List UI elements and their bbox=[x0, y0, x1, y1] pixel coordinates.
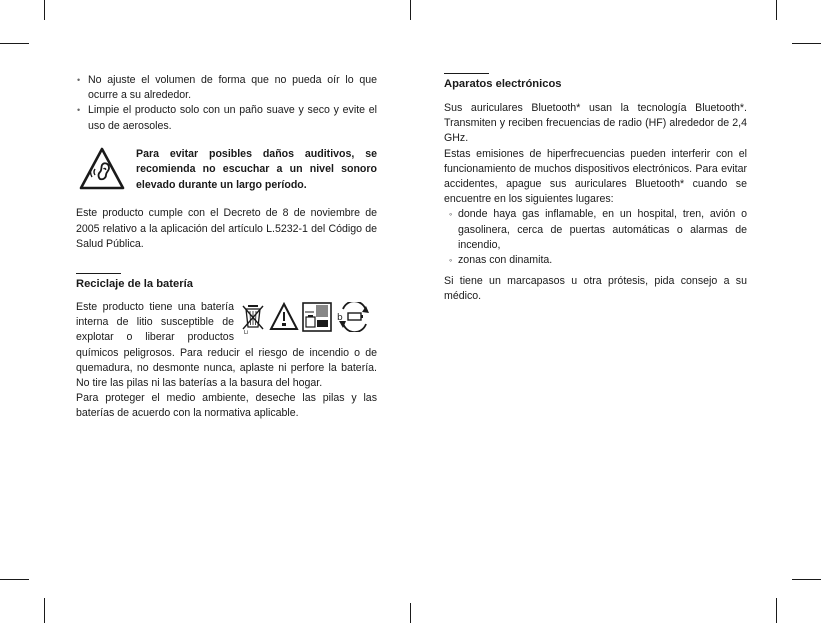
safety-bullets bbox=[76, 73, 377, 134]
crop-mark bbox=[0, 579, 29, 580]
decree-text: Este producto cumple con el Decreto de 8 de noviembre de 2005 relativo a la aplicación del artículo L.5232-1 del Código de Salud Pública. bbox=[76, 207, 377, 250]
bullet-item: • No ajuste el volumen de forma que no pueda oír lo que ocurre a su alrededor. bbox=[76, 73, 377, 103]
crop-mark bbox=[792, 579, 821, 580]
battery-paragraph-1: Este producto tiene una batería interna de litio susceptible de explotar o liberar productos químicos peligrosos. Para reducir el riesgo de incendio o de quemadura, no desmonte nunca, aplaste ni perfore la batería. No tire las pilas ni las baterías a la basura del hogar. bbox=[76, 300, 377, 389]
list-item: ◦ zonas con dinamita. bbox=[444, 253, 747, 268]
crop-mark bbox=[44, 598, 45, 623]
right-column bbox=[444, 73, 747, 305]
electronics-paragraph-2: Estas emisiones de hiperfrecuencias pueden interferir con el funcionamiento de muchos dispositivos electrónicos. Para evitar accidentes, apague sus auriculares Bluetooth* cuando se encuentre en los siguientes lugares: bbox=[444, 147, 747, 206]
crop-mark bbox=[0, 43, 29, 44]
crop-mark bbox=[44, 0, 45, 20]
crossed-bin-icon bbox=[240, 302, 266, 334]
hearing-warning bbox=[76, 147, 377, 194]
battery-paragraph-2: Para proteger el medio ambiente, deseche las pilas y las baterías de acuerdo con la normativa aplicable. bbox=[76, 392, 377, 420]
electronics-paragraph-1: Sus auriculares Bluetooth* usan la tecnología Bluetooth*. Transmiten y reciben frecuencias de radio (HF) alrededor de 2,4 GHz. bbox=[444, 102, 747, 145]
battery-recycle-icon bbox=[335, 302, 373, 332]
svg-text:Li: Li bbox=[244, 329, 249, 334]
hazard-warning-icon bbox=[269, 302, 299, 332]
crop-mark bbox=[410, 0, 411, 20]
electronics-heading: Aparatos electrónicos bbox=[444, 78, 562, 90]
electronics-paragraph-3: Si tiene un marcapasos u otra prótesis, pida consejo a su médico. bbox=[444, 275, 747, 303]
crop-mark bbox=[776, 0, 777, 20]
bullet-item: • Limpie el producto solo con un paño suave y seco y evite el uso de aerosoles. bbox=[76, 103, 377, 133]
battery-section bbox=[76, 273, 377, 422]
places-list bbox=[444, 207, 747, 268]
svg-text:b: b bbox=[337, 312, 343, 323]
section-rule bbox=[76, 273, 121, 274]
hearing-warning-icon bbox=[79, 147, 125, 191]
battery-heading: Reciclaje de la batería bbox=[76, 277, 193, 290]
battery-icons bbox=[240, 300, 377, 344]
crop-mark bbox=[776, 598, 777, 623]
crop-mark bbox=[410, 603, 411, 623]
list-item: ◦ donde haya gas inflamable, en un hospital, tren, avión o gasolinera, cerca de puertas automáticas o alarmas de incendio, bbox=[444, 207, 747, 253]
warning-text: Para evitar posibles daños auditivos, se recomienda no escuchar a un nivel sonoro elevado durante un largo período. bbox=[136, 147, 377, 191]
crop-mark bbox=[792, 43, 821, 44]
battery-disposal-icon bbox=[302, 302, 332, 332]
section-rule bbox=[444, 73, 489, 74]
left-column bbox=[76, 73, 377, 422]
